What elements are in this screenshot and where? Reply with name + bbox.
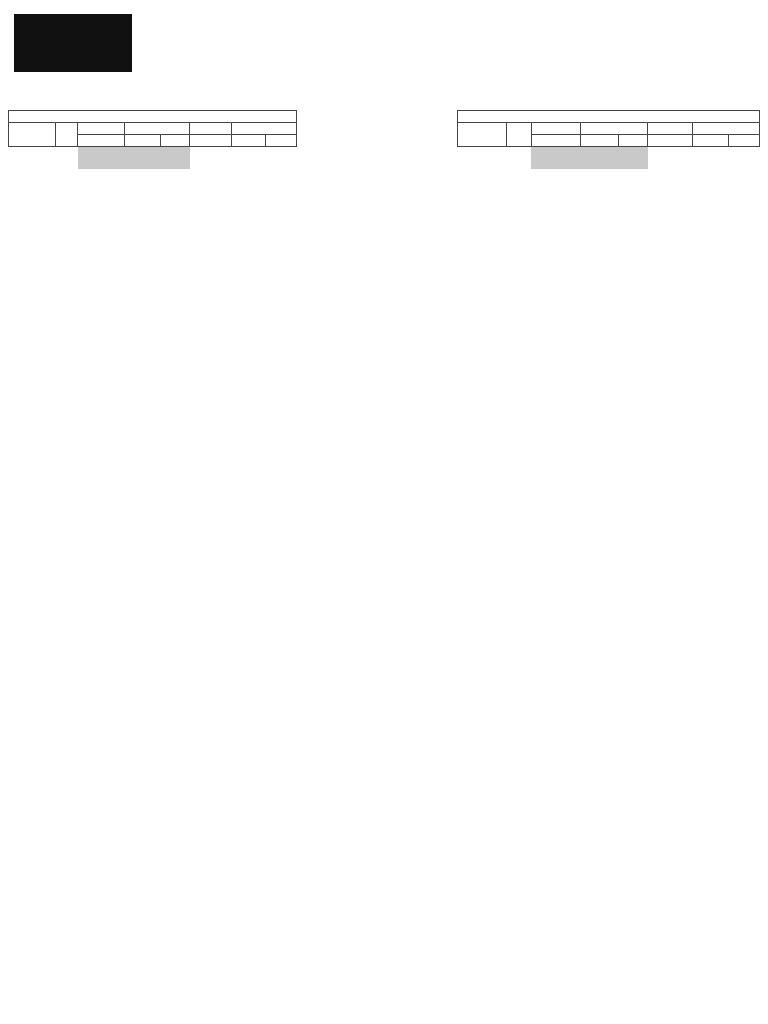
report-row [9,158,760,169]
cell-periodique [265,158,296,169]
cell-periodique [55,158,77,169]
row-label [297,158,458,169]
cell-cumule [458,158,507,169]
cell-periodique [78,147,125,159]
col-vs-n1 [692,123,759,135]
cell-periodique [9,147,56,159]
col-pct3 [265,135,296,147]
col-valeur [125,135,161,147]
period-label-periodique [9,111,297,123]
period-label-cumule [458,111,760,123]
cell-cumule [581,158,619,169]
col-reel [648,123,693,135]
report-row [9,147,760,159]
col-pct3 [728,135,759,147]
column-header-row [9,123,760,135]
cell-periodique [160,158,189,169]
col-budget [78,123,125,135]
cell-periodique [232,158,266,169]
cell-periodique [265,147,296,159]
col-valeur2 [232,135,266,147]
cell-cumule [728,147,759,159]
cell-periodique [78,158,125,169]
col-valeur [581,135,619,147]
cell-cumule [531,147,580,159]
louvre-hotels-logo [14,14,132,72]
cell-periodique [55,147,77,159]
cell-cumule [507,158,532,169]
cell-periodique [125,147,161,159]
col-reel [190,123,232,135]
cell-cumule [648,147,693,159]
cell-cumule [619,147,648,159]
cell-periodique [232,147,266,159]
cell-periodique [9,158,56,169]
col-budget [531,123,580,135]
cell-cumule [728,158,759,169]
report-table [8,110,760,169]
col-vs-budget [581,123,648,135]
col-vs-n1 [232,123,297,135]
cell-cumule [692,147,728,159]
col-fy13 [648,135,693,147]
report-table-area [8,110,760,169]
cell-periodique [190,147,232,159]
period-header-row [9,111,760,123]
col-vs-budget [125,123,190,135]
cell-periodique [125,158,161,169]
cell-cumule [692,158,728,169]
col-reel-2014 [9,123,56,147]
cell-cumule [531,158,580,169]
col-fy13 [190,135,232,147]
cell-periodique [160,147,189,159]
col-reel-2014 [458,123,507,147]
cell-cumule [581,147,619,159]
cell-cumule [507,147,532,159]
cell-cumule [458,147,507,159]
cell-cumule [619,158,648,169]
cell-periodique [190,158,232,169]
row-label [297,147,458,159]
col-pct [507,123,532,147]
cell-cumule [648,158,693,169]
col-pct2 [160,135,189,147]
col-valeur2 [692,135,728,147]
col-pct2 [619,135,648,147]
col-pct [55,123,77,147]
